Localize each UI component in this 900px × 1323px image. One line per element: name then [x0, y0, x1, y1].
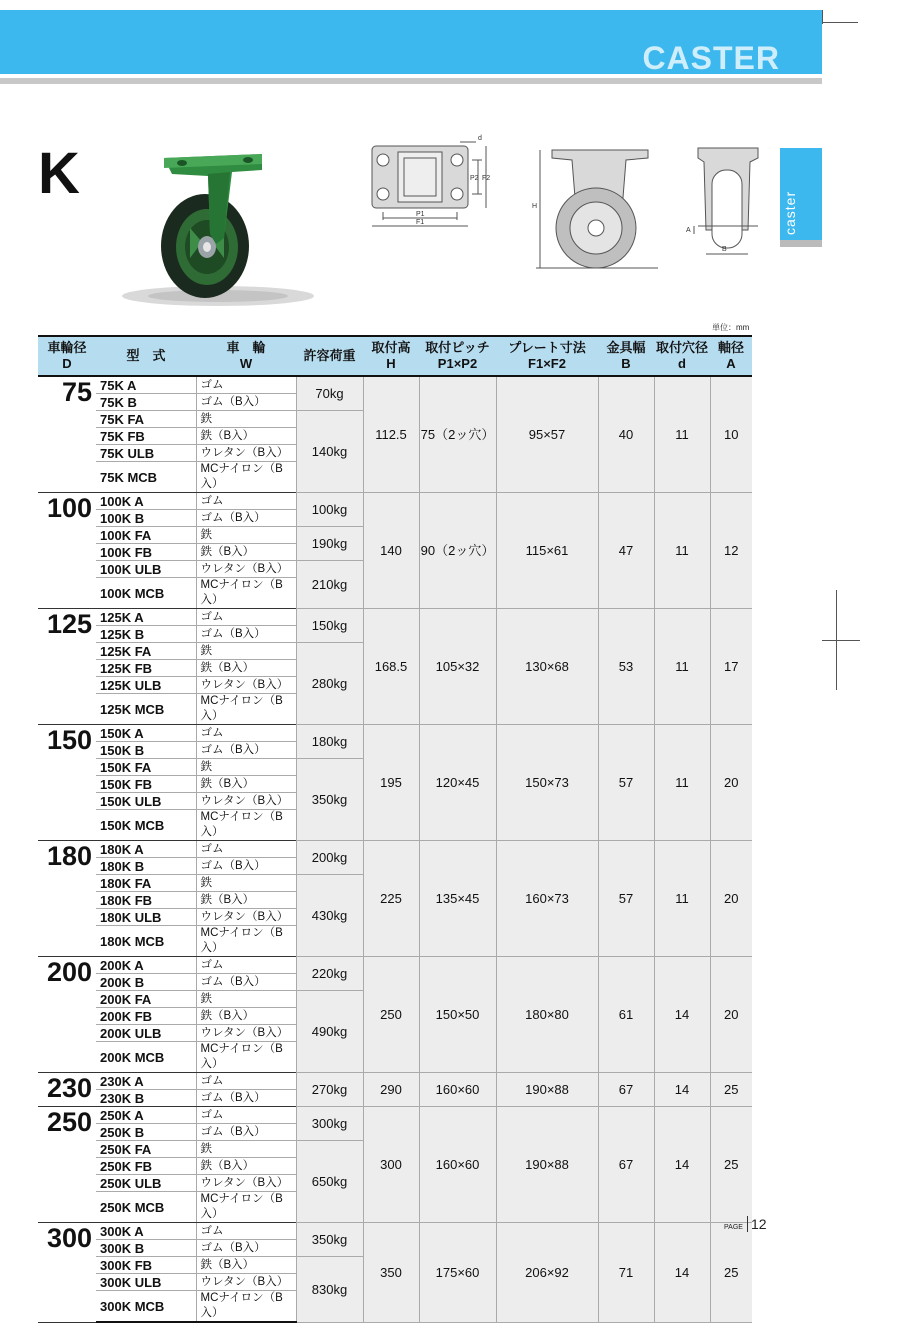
load-capacity: 350kg — [296, 1223, 363, 1257]
table-row — [38, 1223, 752, 1240]
wheel-material: 鉄 — [196, 527, 296, 544]
wheel-material: ウレタン（B入） — [196, 793, 296, 810]
bracket-width: 47 — [598, 493, 654, 609]
axle-diameter: 20 — [710, 725, 752, 841]
mount-pitch: 120×45 — [419, 725, 496, 841]
wheel-material: ゴム — [196, 725, 296, 742]
axle-diameter: 25 — [710, 1073, 752, 1107]
wheel-material: 鉄（B入） — [196, 1158, 296, 1175]
wheel-material: MCナイロン（B入） — [196, 1192, 296, 1223]
page-number — [724, 1216, 767, 1232]
model-code: 125K FB — [96, 660, 196, 677]
wheel-material: ゴム（B入） — [196, 858, 296, 875]
load-capacity: 100kg — [296, 493, 363, 527]
model-code: 200K A — [96, 957, 196, 974]
model-code: 300K A — [96, 1223, 196, 1240]
wheel-material: MCナイロン（B入） — [196, 810, 296, 841]
model-code: 125K FA — [96, 643, 196, 660]
header-cell — [710, 336, 752, 376]
caster-photo — [112, 146, 324, 312]
model-code: 250K ULB — [96, 1175, 196, 1192]
model-code: 75K FA — [96, 411, 196, 428]
header-label: 軸径 — [717, 340, 744, 355]
side-tab-label: caster — [782, 190, 798, 235]
wheel-material: 鉄（B入） — [196, 428, 296, 445]
wheel-diameter: 150 — [38, 725, 96, 841]
mount-height: 250 — [363, 957, 419, 1073]
table-row — [38, 841, 752, 858]
model-code: 200K FA — [96, 991, 196, 1008]
mount-height: 195 — [363, 725, 419, 841]
load-capacity: 200kg — [296, 841, 363, 875]
wheel-diameter: 75 — [38, 376, 96, 493]
label-p2: P2 — [470, 175, 479, 182]
axle-diameter: 17 — [710, 609, 752, 725]
wheel-diameter: 125 — [38, 609, 96, 725]
wheel-material: 鉄（B入） — [196, 660, 296, 677]
model-code: 100K A — [96, 493, 196, 510]
header-cell — [598, 336, 654, 376]
wheel-diameter: 200 — [38, 957, 96, 1073]
plate-size: 150×73 — [496, 725, 598, 841]
mount-height: 140 — [363, 493, 419, 609]
wheel-material: 鉄 — [196, 991, 296, 1008]
mount-pitch: 160×60 — [419, 1073, 496, 1107]
table-row — [38, 493, 752, 510]
plate-size: 115×61 — [496, 493, 598, 609]
model-code: 230K A — [96, 1073, 196, 1090]
bracket-width: 67 — [598, 1107, 654, 1223]
model-code: 180K FB — [96, 892, 196, 909]
model-code: 100K MCB — [96, 578, 196, 609]
model-code: 250K FA — [96, 1141, 196, 1158]
table-row — [38, 609, 752, 626]
model-code: 125K MCB — [96, 694, 196, 725]
wheel-material: ウレタン（B入） — [196, 561, 296, 578]
header-symbol: A — [726, 356, 736, 371]
load-capacity: 140kg — [296, 411, 363, 493]
model-code: 75K A — [96, 376, 196, 394]
load-capacity: 430kg — [296, 875, 363, 957]
plate-size: 160×73 — [496, 841, 598, 957]
mount-pitch: 175×60 — [419, 1223, 496, 1323]
wheel-material: ウレタン（B入） — [196, 909, 296, 926]
wheel-material: ゴム — [196, 376, 296, 394]
header-cell — [196, 336, 296, 376]
mount-height: 112.5 — [363, 376, 419, 493]
dimension-drawings — [360, 130, 780, 280]
wheel-diameter: 100 — [38, 493, 96, 609]
header-label: プレート寸法 — [508, 340, 586, 355]
mount-height: 225 — [363, 841, 419, 957]
table-row — [38, 376, 752, 394]
wheel-diameter: 300 — [38, 1223, 96, 1323]
mount-pitch: 150×50 — [419, 957, 496, 1073]
wheel-material: ゴム（B入） — [196, 394, 296, 411]
wheel-diameter: 230 — [38, 1073, 96, 1107]
bracket-width: 71 — [598, 1223, 654, 1323]
series-letter: K — [38, 141, 80, 206]
wheel-material: ゴム（B入） — [196, 1124, 296, 1141]
axle-diameter: 20 — [710, 841, 752, 957]
model-code: 75K MCB — [96, 462, 196, 493]
model-code: 200K FB — [96, 1008, 196, 1025]
wheel-material: ゴム — [196, 1223, 296, 1240]
load-capacity: 190kg — [296, 527, 363, 561]
header-cell — [419, 336, 496, 376]
crop-mark — [822, 640, 860, 641]
model-code: 125K A — [96, 609, 196, 626]
axle-diameter: 25 — [710, 1223, 752, 1323]
header-label: 取付穴径 — [655, 340, 708, 355]
model-code: 150K FB — [96, 776, 196, 793]
mount-height: 168.5 — [363, 609, 419, 725]
label-b: B — [722, 246, 727, 253]
mount-height: 350 — [363, 1223, 419, 1323]
header-cell — [296, 336, 363, 376]
model-code: 180K FA — [96, 875, 196, 892]
mount-pitch: 75（2ッ穴） — [419, 376, 496, 493]
wheel-material: ウレタン（B入） — [196, 445, 296, 462]
plate-size: 190×88 — [496, 1073, 598, 1107]
wheel-material: ゴム（B入） — [196, 974, 296, 991]
wheel-diameter: 250 — [38, 1107, 96, 1223]
label-h: H — [532, 203, 538, 210]
header-label: 許容荷重 — [303, 348, 356, 363]
header-symbol: H — [386, 356, 396, 371]
model-code: 180K A — [96, 841, 196, 858]
model-code: 250K MCB — [96, 1192, 196, 1223]
model-code: 250K FB — [96, 1158, 196, 1175]
label-p1: P1 — [416, 211, 425, 218]
wheel-material: ゴム（B入） — [196, 1240, 296, 1257]
model-code: 150K FA — [96, 759, 196, 776]
header-label: 車 輪 — [226, 340, 266, 355]
mount-pitch: 160×60 — [419, 1107, 496, 1223]
wheel-material: MCナイロン（B入） — [196, 1042, 296, 1073]
wheel-material: MCナイロン（B入） — [196, 694, 296, 725]
model-code: 150K ULB — [96, 793, 196, 810]
model-code: 75K ULB — [96, 445, 196, 462]
load-capacity: 650kg — [296, 1141, 363, 1223]
mount-pitch: 105×32 — [419, 609, 496, 725]
wheel-material: 鉄（B入） — [196, 892, 296, 909]
crop-mark — [822, 22, 858, 23]
wheel-material: ゴム — [196, 841, 296, 858]
wheel-material: 鉄（B入） — [196, 776, 296, 793]
model-code: 200K MCB — [96, 1042, 196, 1073]
wheel-material: ゴム — [196, 609, 296, 626]
bracket-width: 57 — [598, 841, 654, 957]
hole-diameter: 14 — [654, 957, 710, 1073]
plate-size: 130×68 — [496, 609, 598, 725]
label-f1: F1 — [416, 219, 425, 226]
bracket-width: 53 — [598, 609, 654, 725]
wheel-material: ゴム — [196, 493, 296, 510]
table-header-row — [38, 336, 752, 376]
header-banner — [0, 10, 822, 74]
wheel-material: ゴム（B入） — [196, 742, 296, 759]
mount-height: 290 — [363, 1073, 419, 1107]
banner-divider — [0, 78, 822, 84]
model-code: 180K MCB — [96, 926, 196, 957]
mount-height: 300 — [363, 1107, 419, 1223]
load-capacity: 270kg — [296, 1073, 363, 1107]
axle-diameter: 10 — [710, 376, 752, 493]
header-cell — [38, 336, 96, 376]
model-code: 75K B — [96, 394, 196, 411]
load-capacity: 220kg — [296, 957, 363, 991]
wheel-material: ゴム（B入） — [196, 510, 296, 527]
header-cell — [654, 336, 710, 376]
hole-diameter: 11 — [654, 841, 710, 957]
axle-diameter: 20 — [710, 957, 752, 1073]
wheel-diameter: 180 — [38, 841, 96, 957]
bracket-width: 61 — [598, 957, 654, 1073]
model-code: 100K ULB — [96, 561, 196, 578]
wheel-material: ウレタン（B入） — [196, 1025, 296, 1042]
wheel-material: ゴム — [196, 1107, 296, 1124]
bracket-width: 40 — [598, 376, 654, 493]
bracket-width: 57 — [598, 725, 654, 841]
load-capacity: 300kg — [296, 1107, 363, 1141]
hole-diameter: 11 — [654, 725, 710, 841]
header-cell — [363, 336, 419, 376]
wheel-material: MCナイロン（B入） — [196, 926, 296, 957]
load-capacity: 280kg — [296, 643, 363, 725]
model-code: 150K A — [96, 725, 196, 742]
hole-diameter: 14 — [654, 1073, 710, 1107]
header-symbol: P1×P2 — [437, 356, 478, 371]
wheel-material: 鉄 — [196, 411, 296, 428]
hole-diameter: 11 — [654, 376, 710, 493]
table-row — [38, 1107, 752, 1124]
mount-pitch: 135×45 — [419, 841, 496, 957]
wheel-material: 鉄 — [196, 759, 296, 776]
spec-table — [38, 335, 752, 1323]
table-row — [38, 725, 752, 742]
model-code: 180K ULB — [96, 909, 196, 926]
table-row — [38, 957, 752, 974]
header-symbol: d — [678, 356, 686, 371]
load-capacity: 70kg — [296, 376, 363, 411]
model-code: 100K FB — [96, 544, 196, 561]
header-cell — [96, 336, 196, 376]
header-label: 取付ピッチ — [425, 340, 490, 355]
side-tab-bar — [780, 240, 822, 247]
model-code: 100K B — [96, 510, 196, 527]
header-symbol: F1×F2 — [528, 356, 566, 371]
model-code: 230K B — [96, 1090, 196, 1107]
hole-diameter: 11 — [654, 493, 710, 609]
unit-note: 単位：mm — [712, 323, 750, 332]
plate-size: 180×80 — [496, 957, 598, 1073]
wheel-material: 鉄（B入） — [196, 1257, 296, 1274]
model-code: 150K MCB — [96, 810, 196, 841]
wheel-material: MCナイロン（B入） — [196, 578, 296, 609]
banner-title: CASTER — [642, 40, 780, 76]
plate-size: 190×88 — [496, 1107, 598, 1223]
wheel-material: ウレタン（B入） — [196, 1175, 296, 1192]
wheel-material: ウレタン（B入） — [196, 1274, 296, 1291]
label-d: d — [478, 135, 482, 142]
model-code: 250K B — [96, 1124, 196, 1141]
wheel-material: 鉄 — [196, 643, 296, 660]
header-symbol: W — [239, 356, 253, 371]
header-symbol: D — [62, 356, 72, 371]
model-code: 250K A — [96, 1107, 196, 1124]
wheel-material: MCナイロン（B入） — [196, 1291, 296, 1323]
plate-size: 206×92 — [496, 1223, 598, 1323]
model-code: 150K B — [96, 742, 196, 759]
wheel-material: MCナイロン（B入） — [196, 462, 296, 493]
model-code: 300K MCB — [96, 1291, 196, 1323]
page-number-value: 12 — [747, 1216, 767, 1232]
model-code: 200K ULB — [96, 1025, 196, 1042]
wheel-material: ゴム — [196, 957, 296, 974]
hole-diameter: 14 — [654, 1107, 710, 1223]
model-code: 180K B — [96, 858, 196, 875]
wheel-material: ゴム — [196, 1073, 296, 1090]
bracket-width: 67 — [598, 1073, 654, 1107]
wheel-material: 鉄 — [196, 875, 296, 892]
header-label: 取付高 — [371, 340, 411, 355]
wheel-material: ウレタン（B入） — [196, 677, 296, 694]
wheel-material: ゴム（B入） — [196, 626, 296, 643]
plate-size: 95×57 — [496, 376, 598, 493]
header-label: 金具幅 — [606, 340, 646, 355]
hole-diameter: 11 — [654, 609, 710, 725]
axle-diameter: 12 — [710, 493, 752, 609]
load-capacity: 180kg — [296, 725, 363, 759]
header-symbol: B — [621, 356, 631, 371]
hole-diameter: 14 — [654, 1223, 710, 1323]
label-a: A — [686, 227, 691, 234]
mount-pitch: 90（2ッ穴） — [419, 493, 496, 609]
model-code: 200K B — [96, 974, 196, 991]
page-label: PAGE — [724, 1224, 743, 1231]
wheel-material: 鉄（B入） — [196, 1008, 296, 1025]
table-row — [38, 1073, 752, 1090]
load-capacity: 490kg — [296, 991, 363, 1073]
model-code: 300K ULB — [96, 1274, 196, 1291]
model-code: 300K B — [96, 1240, 196, 1257]
model-code: 75K FB — [96, 428, 196, 445]
header-cell — [496, 336, 598, 376]
model-code: 300K FB — [96, 1257, 196, 1274]
header-label: 車輪径 — [47, 340, 87, 355]
header-label: 型 式 — [126, 348, 166, 363]
wheel-material: 鉄（B入） — [196, 544, 296, 561]
wheel-material: ゴム（B入） — [196, 1090, 296, 1107]
wheel-material: 鉄 — [196, 1141, 296, 1158]
load-capacity: 210kg — [296, 561, 363, 609]
load-capacity: 830kg — [296, 1257, 363, 1323]
label-f2: F2 — [482, 175, 491, 182]
load-capacity: 150kg — [296, 609, 363, 643]
model-code: 125K B — [96, 626, 196, 643]
model-code: 100K FA — [96, 527, 196, 544]
axle-diameter: 25 — [710, 1107, 752, 1223]
load-capacity: 350kg — [296, 759, 363, 841]
model-code: 125K ULB — [96, 677, 196, 694]
